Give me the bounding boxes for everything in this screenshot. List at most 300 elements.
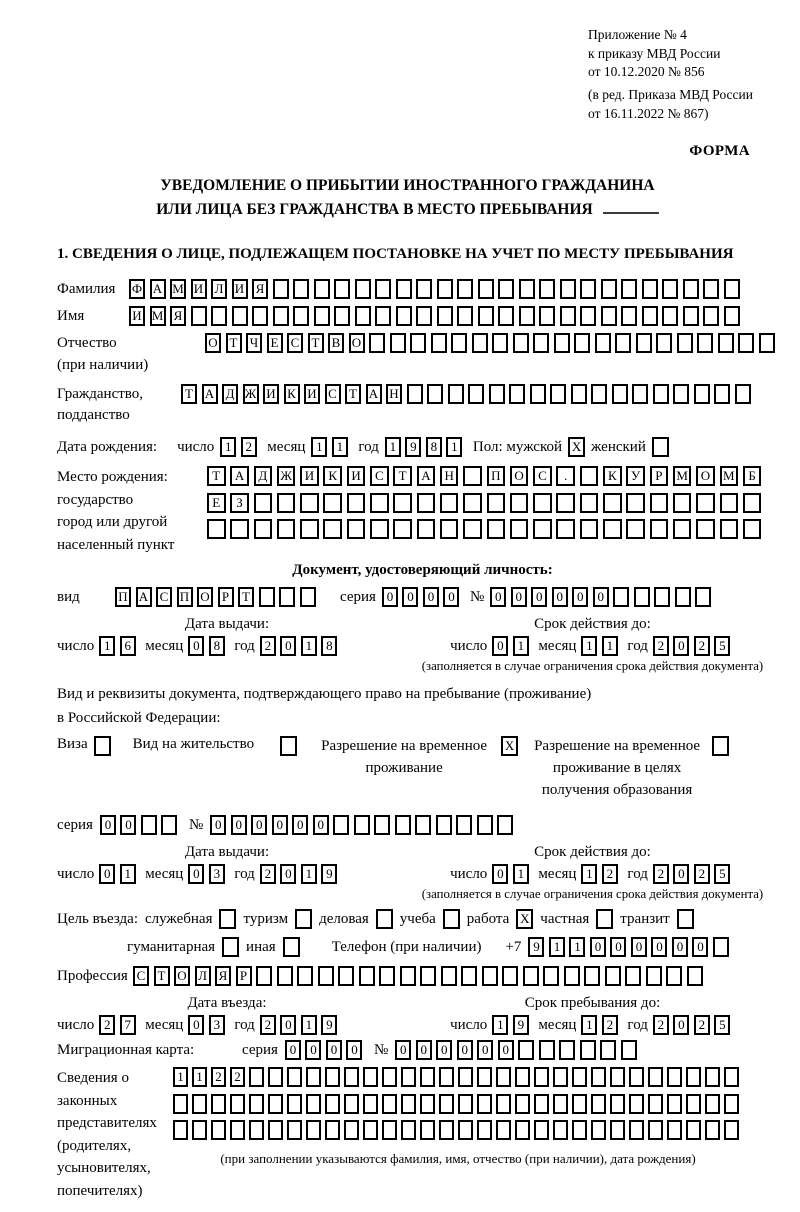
char-box[interactable] [759, 333, 775, 353]
char-box[interactable]: Е [267, 333, 283, 353]
char-box[interactable] [560, 306, 576, 326]
char-box[interactable]: 0 [457, 1040, 473, 1060]
char-box[interactable] [347, 519, 366, 539]
char-box[interactable] [735, 384, 751, 404]
char-box[interactable] [401, 1094, 416, 1114]
char-box[interactable] [621, 1040, 637, 1060]
char-box[interactable] [642, 279, 658, 299]
char-box[interactable] [314, 306, 330, 326]
char-box[interactable] [440, 519, 459, 539]
char-box[interactable] [595, 333, 611, 353]
char-box[interactable]: А [150, 279, 166, 299]
char-box[interactable]: 2 [260, 864, 276, 884]
char-box[interactable] [401, 1067, 416, 1087]
char-box[interactable] [654, 587, 670, 607]
char-box[interactable]: Я [170, 306, 186, 326]
char-box[interactable]: А [136, 587, 152, 607]
char-box[interactable]: П [115, 587, 131, 607]
char-box[interactable] [417, 493, 436, 513]
char-box[interactable]: С [133, 966, 149, 986]
char-box[interactable] [703, 279, 719, 299]
char-box[interactable] [667, 1120, 682, 1140]
char-box[interactable]: 0 [231, 815, 247, 835]
char-box[interactable] [252, 306, 268, 326]
char-box[interactable] [629, 1120, 644, 1140]
char-box[interactable] [498, 279, 514, 299]
char-box[interactable] [173, 1094, 188, 1114]
char-box[interactable] [696, 493, 715, 513]
char-box[interactable]: О [174, 966, 190, 986]
char-box[interactable] [420, 966, 436, 986]
char-box[interactable] [580, 493, 599, 513]
char-box[interactable] [738, 333, 754, 353]
char-box[interactable]: 0 [99, 864, 115, 884]
char-box[interactable]: 0 [673, 864, 689, 884]
char-box[interactable]: Т [181, 384, 197, 404]
char-box[interactable] [287, 1067, 302, 1087]
char-box[interactable]: О [510, 466, 529, 486]
char-box[interactable] [556, 493, 575, 513]
char-box[interactable] [675, 587, 691, 607]
char-box[interactable] [496, 1120, 511, 1140]
char-box[interactable]: 1 [569, 937, 585, 957]
char-box[interactable] [705, 1094, 720, 1114]
char-box[interactable]: 0 [402, 587, 418, 607]
checkbox-cell[interactable] [712, 736, 729, 756]
char-box[interactable] [370, 493, 389, 513]
char-box[interactable] [254, 519, 273, 539]
checkbox-cell[interactable] [94, 736, 111, 756]
char-box[interactable]: П [487, 466, 506, 486]
char-box[interactable]: 0 [492, 864, 508, 884]
char-box[interactable]: 0 [436, 1040, 452, 1060]
char-box[interactable] [141, 815, 157, 835]
char-box[interactable]: 0 [492, 636, 508, 656]
char-box[interactable] [249, 1094, 264, 1114]
char-box[interactable]: 1 [492, 1015, 508, 1035]
char-box[interactable] [667, 1094, 682, 1114]
char-box[interactable] [724, 1094, 739, 1114]
char-box[interactable] [370, 519, 389, 539]
char-box[interactable] [648, 1120, 663, 1140]
char-box[interactable]: 2 [241, 437, 257, 457]
char-box[interactable] [572, 1067, 587, 1087]
char-box[interactable] [344, 1094, 359, 1114]
char-box[interactable]: С [287, 333, 303, 353]
char-box[interactable]: 2 [653, 636, 669, 656]
char-box[interactable] [687, 966, 703, 986]
char-box[interactable]: С [533, 466, 552, 486]
char-box[interactable] [333, 815, 349, 835]
char-box[interactable]: С [156, 587, 172, 607]
char-box[interactable] [401, 1120, 416, 1140]
char-box[interactable] [410, 333, 426, 353]
char-box[interactable]: 2 [602, 1015, 618, 1035]
char-box[interactable] [743, 493, 762, 513]
char-box[interactable]: 2 [230, 1067, 245, 1087]
char-box[interactable] [344, 1120, 359, 1140]
char-box[interactable] [458, 1094, 473, 1114]
char-box[interactable] [457, 306, 473, 326]
char-box[interactable]: 0 [382, 587, 398, 607]
char-box[interactable] [720, 493, 739, 513]
char-box[interactable] [584, 966, 600, 986]
char-box[interactable] [334, 279, 350, 299]
char-box[interactable] [334, 306, 350, 326]
char-box[interactable] [509, 384, 525, 404]
char-box[interactable]: 0 [346, 1040, 362, 1060]
char-box[interactable]: 0 [188, 1015, 204, 1035]
char-box[interactable] [393, 493, 412, 513]
char-box[interactable]: 5 [714, 636, 730, 656]
char-box[interactable]: М [170, 279, 186, 299]
char-box[interactable] [636, 333, 652, 353]
char-box[interactable]: Т [154, 966, 170, 986]
char-box[interactable]: О [696, 466, 715, 486]
char-box[interactable] [653, 384, 669, 404]
char-box[interactable] [355, 306, 371, 326]
char-box[interactable] [375, 306, 391, 326]
char-box[interactable] [300, 493, 319, 513]
char-box[interactable] [648, 1067, 663, 1087]
char-box[interactable]: 1 [581, 1015, 597, 1035]
char-box[interactable]: Р [236, 966, 252, 986]
char-box[interactable]: 0 [651, 937, 667, 957]
char-box[interactable]: 1 [99, 636, 115, 656]
char-box[interactable] [338, 966, 354, 986]
char-box[interactable] [400, 966, 416, 986]
char-box[interactable] [559, 1040, 575, 1060]
char-box[interactable]: С [325, 384, 341, 404]
char-box[interactable] [382, 1120, 397, 1140]
char-box[interactable]: Р [650, 466, 669, 486]
char-box[interactable] [300, 519, 319, 539]
char-box[interactable] [498, 306, 514, 326]
char-box[interactable]: О [349, 333, 365, 353]
char-box[interactable] [211, 306, 227, 326]
char-box[interactable] [610, 1094, 625, 1114]
char-box[interactable] [515, 1067, 530, 1087]
char-box[interactable] [724, 306, 740, 326]
char-box[interactable]: И [263, 384, 279, 404]
char-box[interactable] [612, 384, 628, 404]
char-box[interactable] [314, 279, 330, 299]
checkbox-cell[interactable] [295, 909, 312, 929]
char-box[interactable]: 0 [305, 1040, 321, 1060]
char-box[interactable] [591, 1120, 606, 1140]
char-box[interactable] [477, 1067, 492, 1087]
char-box[interactable] [468, 384, 484, 404]
char-box[interactable]: 0 [673, 636, 689, 656]
char-box[interactable] [306, 1067, 321, 1087]
char-box[interactable] [277, 493, 296, 513]
char-box[interactable]: 1 [385, 437, 401, 457]
char-box[interactable]: 1 [581, 636, 597, 656]
char-box[interactable]: 1 [301, 636, 317, 656]
char-box[interactable] [496, 1094, 511, 1114]
char-box[interactable]: 0 [443, 587, 459, 607]
char-box[interactable] [416, 279, 432, 299]
char-box[interactable] [629, 1094, 644, 1114]
char-box[interactable]: 0 [673, 1015, 689, 1035]
char-box[interactable] [456, 815, 472, 835]
char-box[interactable]: Ф [129, 279, 145, 299]
char-box[interactable] [420, 1094, 435, 1114]
char-box[interactable] [448, 384, 464, 404]
char-box[interactable] [277, 966, 293, 986]
char-box[interactable] [632, 384, 648, 404]
char-box[interactable] [390, 333, 406, 353]
char-box[interactable] [677, 333, 693, 353]
char-box[interactable] [363, 1067, 378, 1087]
char-box[interactable]: 0 [511, 587, 527, 607]
char-box[interactable] [600, 1040, 616, 1060]
char-box[interactable] [173, 1120, 188, 1140]
char-box[interactable] [533, 493, 552, 513]
char-box[interactable]: 1 [120, 864, 136, 884]
char-box[interactable]: 2 [694, 864, 710, 884]
char-box[interactable] [478, 306, 494, 326]
char-box[interactable]: Т [238, 587, 254, 607]
char-box[interactable] [518, 1040, 534, 1060]
char-box[interactable]: 1 [513, 636, 529, 656]
char-box[interactable]: Ж [277, 466, 296, 486]
char-box[interactable] [458, 1120, 473, 1140]
char-box[interactable] [382, 1067, 397, 1087]
char-box[interactable]: 9 [513, 1015, 529, 1035]
char-box[interactable]: 8 [209, 636, 225, 656]
char-box[interactable] [523, 966, 539, 986]
char-box[interactable]: А [366, 384, 382, 404]
char-box[interactable] [192, 1120, 207, 1140]
char-box[interactable] [591, 1094, 606, 1114]
char-box[interactable]: 2 [260, 1015, 276, 1035]
char-box[interactable] [273, 306, 289, 326]
char-box[interactable] [610, 1067, 625, 1087]
char-box[interactable]: С [370, 466, 389, 486]
char-box[interactable] [705, 1067, 720, 1087]
char-box[interactable] [420, 1120, 435, 1140]
char-box[interactable]: Я [215, 966, 231, 986]
char-box[interactable] [601, 306, 617, 326]
char-box[interactable]: 2 [653, 1015, 669, 1035]
char-box[interactable] [515, 1094, 530, 1114]
char-box[interactable]: 8 [426, 437, 442, 457]
char-box[interactable] [539, 279, 555, 299]
char-box[interactable] [420, 1067, 435, 1087]
char-box[interactable] [580, 279, 596, 299]
char-box[interactable] [502, 966, 518, 986]
char-box[interactable] [534, 1067, 549, 1087]
char-box[interactable] [478, 279, 494, 299]
char-box[interactable]: 0 [326, 1040, 342, 1060]
char-box[interactable] [626, 493, 645, 513]
char-box[interactable]: 1 [446, 437, 462, 457]
char-box[interactable]: 2 [602, 864, 618, 884]
char-box[interactable] [273, 279, 289, 299]
char-box[interactable]: . [556, 466, 575, 486]
char-box[interactable]: 0 [590, 937, 606, 957]
char-box[interactable] [191, 306, 207, 326]
char-box[interactable] [580, 466, 599, 486]
char-box[interactable]: 1 [581, 864, 597, 884]
char-box[interactable]: М [720, 466, 739, 486]
char-box[interactable]: 0 [280, 636, 296, 656]
char-box[interactable] [382, 1094, 397, 1114]
char-box[interactable] [439, 1094, 454, 1114]
char-box[interactable] [533, 333, 549, 353]
char-box[interactable] [718, 333, 734, 353]
char-box[interactable] [451, 333, 467, 353]
char-box[interactable] [472, 333, 488, 353]
char-box[interactable] [613, 587, 629, 607]
char-box[interactable] [161, 815, 177, 835]
char-box[interactable]: М [150, 306, 166, 326]
char-box[interactable]: 1 [549, 937, 565, 957]
char-box[interactable]: И [129, 306, 145, 326]
char-box[interactable] [211, 1094, 226, 1114]
char-box[interactable]: 0 [210, 815, 226, 835]
char-box[interactable] [396, 279, 412, 299]
char-box[interactable]: Р [218, 587, 234, 607]
char-box[interactable]: К [284, 384, 300, 404]
char-box[interactable] [437, 306, 453, 326]
char-box[interactable] [375, 279, 391, 299]
char-box[interactable] [519, 279, 535, 299]
char-box[interactable] [277, 519, 296, 539]
char-box[interactable] [232, 306, 248, 326]
char-box[interactable]: 1 [192, 1067, 207, 1087]
char-box[interactable] [230, 1120, 245, 1140]
char-box[interactable] [379, 966, 395, 986]
char-box[interactable] [667, 1067, 682, 1087]
char-box[interactable]: Т [308, 333, 324, 353]
char-box[interactable] [673, 493, 692, 513]
char-box[interactable]: Е [207, 493, 226, 513]
char-box[interactable] [646, 966, 662, 986]
char-box[interactable] [207, 519, 226, 539]
char-box[interactable] [487, 493, 506, 513]
char-box[interactable] [634, 587, 650, 607]
char-box[interactable]: 9 [321, 1015, 337, 1035]
char-box[interactable] [513, 333, 529, 353]
char-box[interactable]: 2 [694, 1015, 710, 1035]
char-box[interactable]: 1 [513, 864, 529, 884]
checkbox-cell[interactable] [283, 937, 300, 957]
char-box[interactable]: К [323, 466, 342, 486]
char-box[interactable] [259, 587, 275, 607]
char-box[interactable]: 0 [416, 1040, 432, 1060]
char-box[interactable]: 0 [395, 1040, 411, 1060]
char-box[interactable]: И [232, 279, 248, 299]
char-box[interactable]: 1 [220, 437, 236, 457]
char-box[interactable] [603, 519, 622, 539]
char-box[interactable] [374, 815, 390, 835]
char-box[interactable]: Т [345, 384, 361, 404]
checkbox-cell[interactable] [280, 736, 297, 756]
char-box[interactable]: 0 [188, 636, 204, 656]
char-box[interactable]: 0 [692, 937, 708, 957]
char-box[interactable] [415, 815, 431, 835]
char-box[interactable] [325, 1067, 340, 1087]
char-box[interactable] [650, 519, 669, 539]
char-box[interactable]: М [673, 466, 692, 486]
char-box[interactable] [489, 384, 505, 404]
char-box[interactable] [686, 1094, 701, 1114]
char-box[interactable] [686, 1120, 701, 1140]
char-box[interactable] [192, 1094, 207, 1114]
char-box[interactable]: В [328, 333, 344, 353]
char-box[interactable]: Т [226, 333, 242, 353]
char-box[interactable] [230, 519, 249, 539]
char-box[interactable] [482, 966, 498, 986]
char-box[interactable] [615, 333, 631, 353]
char-box[interactable]: Д [254, 466, 273, 486]
char-box[interactable] [724, 1120, 739, 1140]
char-box[interactable]: Ч [246, 333, 262, 353]
char-box[interactable] [574, 333, 590, 353]
checkbox-cell[interactable]: X [516, 909, 533, 929]
char-box[interactable] [287, 1094, 302, 1114]
char-box[interactable] [515, 1120, 530, 1140]
char-box[interactable]: 0 [490, 587, 506, 607]
char-box[interactable]: Н [386, 384, 402, 404]
char-box[interactable] [355, 279, 371, 299]
char-box[interactable] [249, 1067, 264, 1087]
char-box[interactable]: З [230, 493, 249, 513]
char-box[interactable] [369, 333, 385, 353]
char-box[interactable]: 0 [120, 815, 136, 835]
char-box[interactable]: 1 [311, 437, 327, 457]
char-box[interactable] [591, 1067, 606, 1087]
char-box[interactable] [572, 1120, 587, 1140]
char-box[interactable] [323, 519, 342, 539]
char-box[interactable]: 1 [173, 1067, 188, 1087]
char-box[interactable] [683, 279, 699, 299]
char-box[interactable]: Т [393, 466, 412, 486]
char-box[interactable] [396, 306, 412, 326]
char-box[interactable] [556, 519, 575, 539]
char-box[interactable] [436, 815, 452, 835]
char-box[interactable] [580, 519, 599, 539]
char-box[interactable]: 2 [211, 1067, 226, 1087]
char-box[interactable]: 1 [301, 1015, 317, 1035]
char-box[interactable]: О [197, 587, 213, 607]
char-box[interactable]: 5 [714, 1015, 730, 1035]
char-box[interactable] [610, 1120, 625, 1140]
char-box[interactable]: 1 [301, 864, 317, 884]
char-box[interactable]: 0 [188, 864, 204, 884]
char-box[interactable] [553, 1067, 568, 1087]
char-box[interactable] [724, 279, 740, 299]
char-box[interactable] [268, 1120, 283, 1140]
char-box[interactable] [344, 1067, 359, 1087]
char-box[interactable] [539, 306, 555, 326]
char-box[interactable] [268, 1094, 283, 1114]
char-box[interactable] [427, 384, 443, 404]
char-box[interactable] [720, 519, 739, 539]
char-box[interactable]: 0 [531, 587, 547, 607]
char-box[interactable] [279, 587, 295, 607]
char-box[interactable] [268, 1067, 283, 1087]
checkbox-cell[interactable] [677, 909, 694, 929]
char-box[interactable] [211, 1120, 226, 1140]
char-box[interactable]: 0 [292, 815, 308, 835]
char-box[interactable]: 0 [313, 815, 329, 835]
char-box[interactable] [487, 519, 506, 539]
char-box[interactable] [431, 333, 447, 353]
char-box[interactable] [463, 466, 482, 486]
